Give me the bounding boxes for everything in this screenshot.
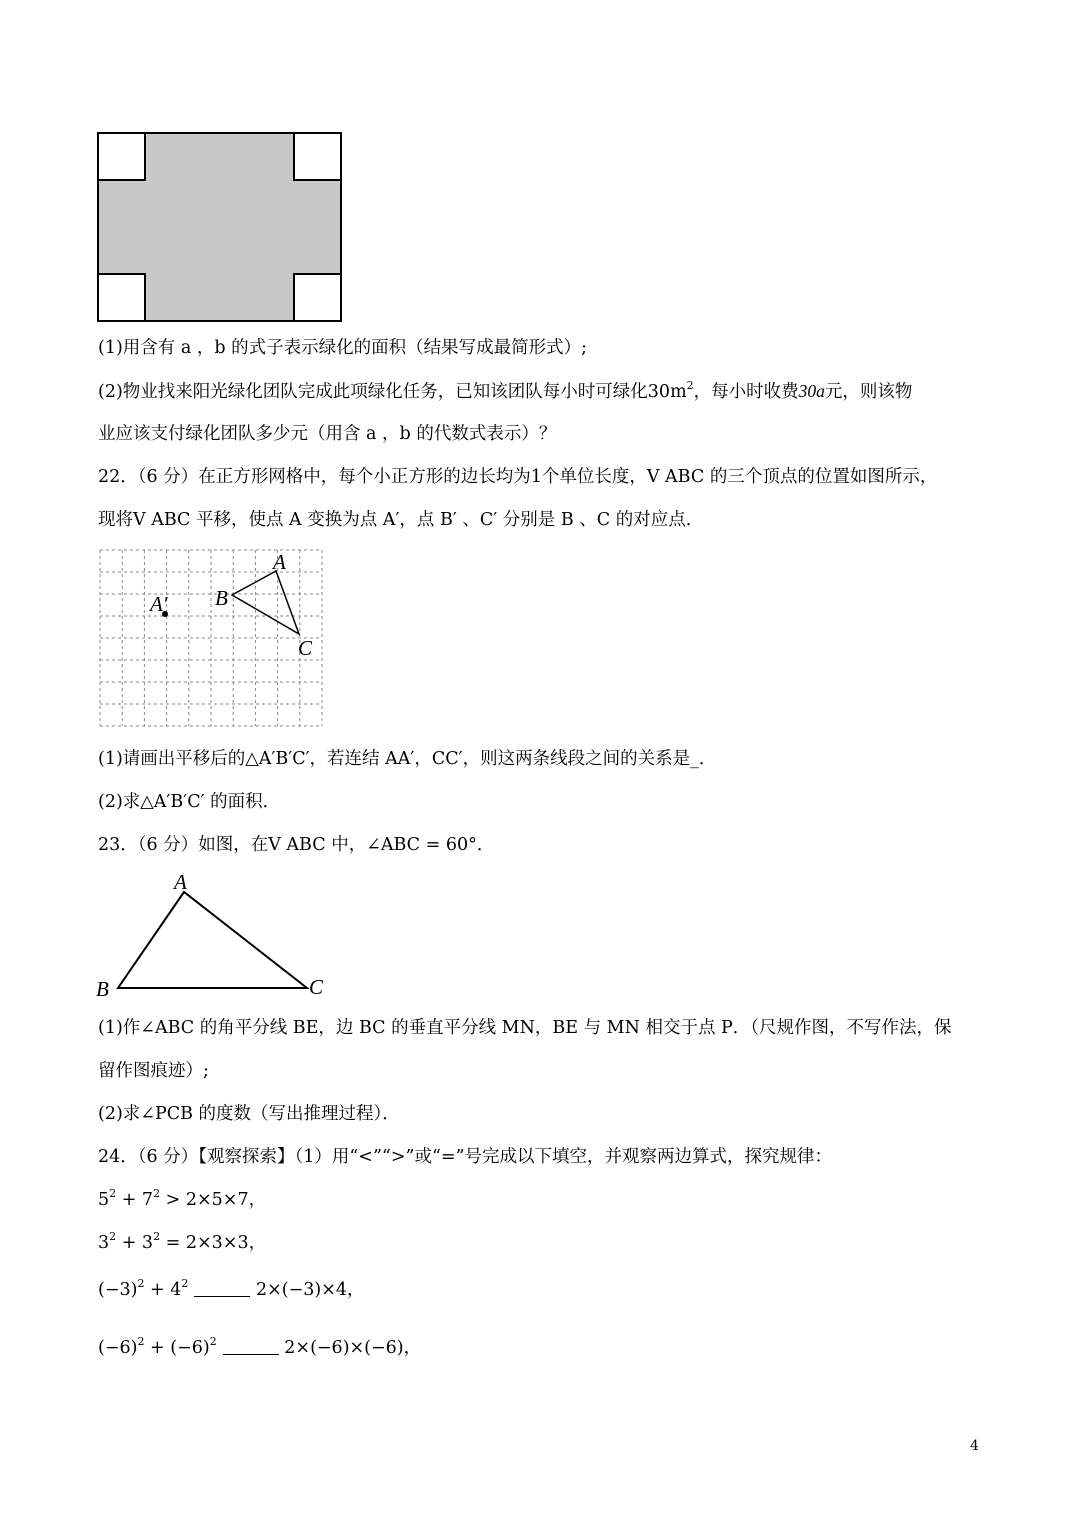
eq1-base: 5: [98, 1190, 110, 1210]
eq4-left: (−6): [98, 1338, 138, 1358]
corner-square-tl: [98, 133, 145, 180]
corner-square-br: [294, 274, 341, 321]
triangle-abc: [232, 571, 299, 634]
q21-area-exponent: 2: [686, 379, 694, 392]
eq1-exp1: 2: [109, 1187, 117, 1200]
eq4-right: 2×(−6)×(−6)，: [278, 1338, 422, 1358]
q24-eq3: [98, 1278, 365, 1302]
label-a-prime: A′: [150, 592, 168, 616]
eq2-right: = 2×3×3，: [160, 1233, 267, 1253]
q24-eq1: [98, 1188, 266, 1212]
q23-part1-line1: (1)作∠ABC 的角平分线 BE，边 BC 的垂直平分线 MN，BE 与 MN 相交于点 P．（尺规作图，不写作法，保: [98, 1018, 952, 1038]
eq4-answer-blank[interactable]: [223, 1336, 279, 1355]
eq1-right: > 2×5×7，: [160, 1190, 267, 1210]
q23-part2: (2)求∠PCB 的度数（写出推理过程）．: [98, 1104, 400, 1124]
q23-stem: 23．（6 分）如图，在V ABC 中，∠ABC = 60°．: [98, 835, 495, 855]
q21-part2-line2: 业应该支付绿化团队多少元（用含 a ，b 的代数式表示）？: [98, 424, 557, 444]
label-a-2: A: [174, 870, 187, 894]
eq1-exp2: 2: [153, 1187, 161, 1200]
eq2-mid: + 3: [116, 1233, 154, 1253]
q21-part2-text-b: ，每小时收费: [693, 382, 799, 402]
eq4-mid: + (−6): [144, 1338, 210, 1358]
q23-part1-line2: 留作图痕迹）;: [98, 1061, 209, 1081]
q24-eq4: [98, 1336, 421, 1360]
label-c-2: C: [309, 975, 324, 999]
q22-stem-line2: 现将V ABC 平移，使点 A 变换为点 A′，点 B′ 、C′ 分别是 B 、C 的对应点．: [98, 510, 704, 530]
triangle-abc-2: [118, 892, 307, 988]
eq3-exp1: 2: [137, 1277, 145, 1290]
green-area-figure: [97, 132, 343, 324]
eq3-left: (−3): [98, 1280, 138, 1300]
corner-square-bl: [98, 274, 145, 321]
q24-eq2: [98, 1231, 266, 1255]
q22-part2: (2)求△A′B′C′ 的面积．: [98, 792, 281, 812]
eq1-mid: + 7: [116, 1190, 154, 1210]
eq3-mid: + 4: [144, 1280, 182, 1300]
eq3-right: 2×(−3)×4，: [250, 1280, 365, 1300]
q21-part2-text-a: (2)物业找来阳光绿化团队完成此项绿化任务，已知该团队每小时可绿化: [98, 382, 648, 402]
q21-area-value: 30m: [647, 382, 687, 402]
eq3-answer-blank[interactable]: [194, 1278, 250, 1297]
corner-square-tr: [294, 133, 341, 180]
eq2-base: 3: [98, 1233, 110, 1253]
q22-part1: (1)请画出平移后的△A′B′C′，若连结 AA′，CC′，则这两条线段之间的关系是_．: [98, 749, 717, 769]
q21-part2-line1: [98, 379, 912, 404]
label-b: B: [215, 586, 228, 610]
q24-stem: 24．（6 分）【观察探索】（1）用“<”“>”或“=”号完成以下填空，并观察两边算式，探究规律：: [98, 1147, 833, 1167]
label-c: C: [298, 636, 313, 660]
q21-part1: (1)用含有 a ，b 的式子表示绿化的面积（结果写成最简形式）;: [98, 338, 588, 358]
triangle-abc-figure: [96, 870, 336, 1000]
eq2-exp1: 2: [109, 1230, 117, 1243]
eq2-exp2: 2: [153, 1230, 161, 1243]
label-b-2: B: [96, 977, 109, 1001]
q22-stem-line1: 22．（6 分）在正方形网格中，每个小正方形的边长均为1个单位长度，V ABC 的三个顶点的位置如图所示，: [98, 467, 938, 487]
q21-part2-text-c: 元，则该物: [824, 382, 913, 402]
label-a: A: [273, 550, 286, 574]
q21-fee-value: 30a: [798, 381, 825, 401]
eq4-exp2: 2: [209, 1335, 217, 1348]
page-number: 4: [970, 1438, 979, 1454]
eq3-exp2: 2: [181, 1277, 189, 1290]
grid-triangle-figure: [99, 549, 323, 727]
eq4-exp1: 2: [137, 1335, 145, 1348]
